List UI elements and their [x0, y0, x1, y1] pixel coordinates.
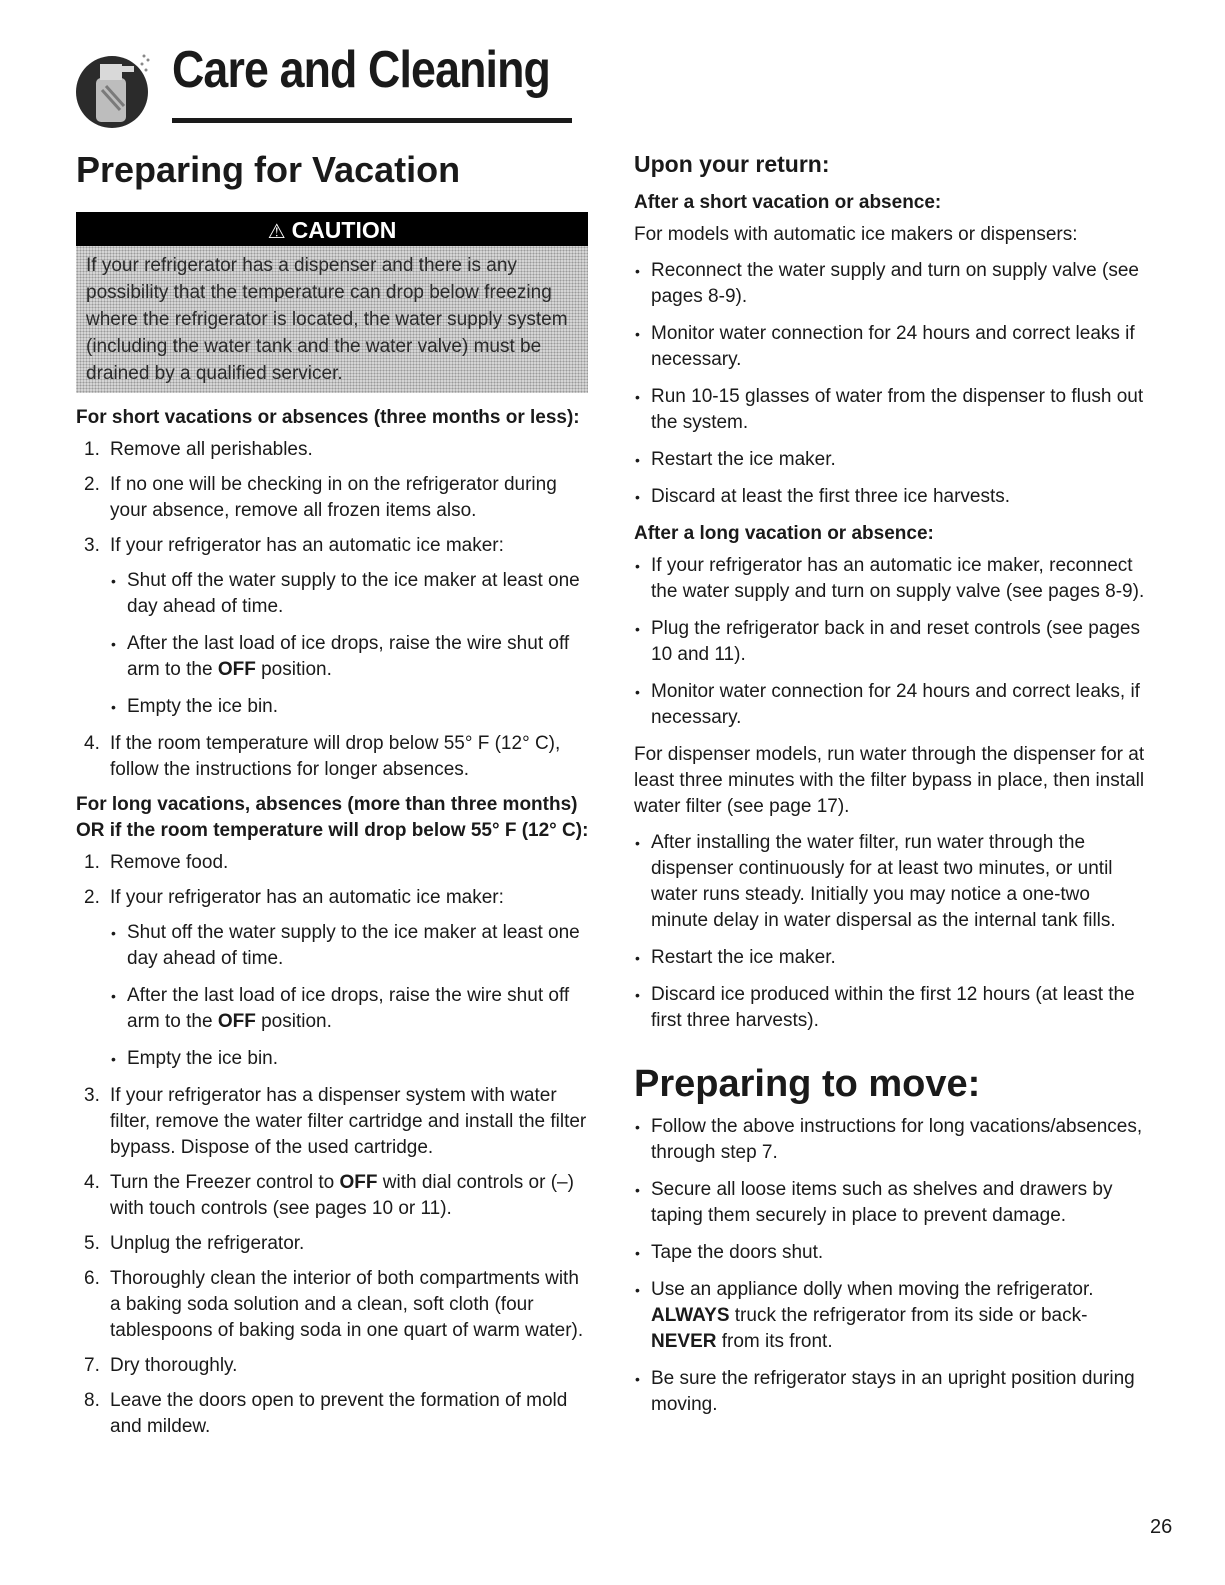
long-return-heading: After a long vacation or absence:: [634, 523, 934, 544]
list-item: • Plug the refrigerator back in and reset controls (see pages 10 and 11).: [634, 616, 1149, 668]
list-item: • Secure all loose items such as shelves and drawers by taping them securely in place to prevent damage.: [634, 1177, 1149, 1229]
list-item: • Follow the above instructions for long vacations/absences, through step 7.: [634, 1114, 1149, 1166]
list-item: • Discard ice produced within the first 12 hours (at least the first three harvests).: [634, 982, 1149, 1034]
list-item: • Shut off the water supply to the ice maker at least one day ahead of time.: [110, 920, 591, 972]
long-vacation-steps: [76, 850, 591, 1440]
caution-box: [76, 212, 588, 393]
list-item: 3. If your refrigerator has an automatic ice maker: • Shut off the water supply to the ice maker at least one day ahead of time. • After the last load of ice drops, raise the wire shut off arm to the OFF position. • Empty the ice bin.: [76, 533, 591, 720]
section-title: Care and Cleaning: [172, 41, 551, 99]
list-item: 2. If no one will be checking in on the refrigerator during your absence, remove all frozen items also.: [84, 474, 557, 521]
list-item: • After the last load of ice drops, raise the wire shut off arm to the OFF position.: [110, 983, 591, 1035]
page-header: [76, 42, 576, 132]
dispenser-paragraph: For dispenser models, run water through the dispenser for at least three minutes with the filter bypass in place, then install water filter (see page 17).: [634, 744, 1145, 817]
caution-header: [76, 212, 588, 246]
list-item: 2. If your refrigerator has an automatic ice maker: • Shut off the water supply to the ice maker at least one day ahead of time. • After the last load of ice drops, raise the wire shut off arm to the OFF position. • Empty the ice bin.: [76, 885, 591, 1072]
list-item: • Discard at least the first three ice harvests.: [634, 484, 1149, 510]
list-item: • After installing the water filter, run water through the dispenser continuously for at least two minutes, or until water runs steady. Initially you may notice a one-two minute delay in water dispersal as the internal tank fills.: [634, 830, 1149, 934]
list-item: • Use an appliance dolly when moving the refrigerator. ALWAYS truck the refrigerator from its side or back-NEVER from its front.: [634, 1277, 1149, 1355]
list-item: 4. If the room temperature will drop below 55° F (12° C), follow the instructions for longer absences.: [84, 733, 561, 780]
list-item: 5. Unplug the refrigerator.: [84, 1233, 305, 1254]
ice-maker-substeps: [110, 920, 591, 1072]
list-item: • Run 10-15 glasses of water from the dispenser to flush out the system.: [634, 384, 1149, 436]
short-return-list: [634, 258, 1149, 510]
caution-label: CAUTION: [291, 217, 397, 243]
list-item: • After the last load of ice drops, raise the wire shut off arm to the OFF position.: [110, 631, 591, 683]
list-item: 4. Turn the Freezer control to OFF with dial controls or (–) with touch controls (see pages 10 or 11).: [84, 1172, 574, 1219]
list-item: • Empty the ice bin.: [110, 694, 591, 720]
list-item: • Be sure the refrigerator stays in an upright position during moving.: [634, 1366, 1149, 1418]
spray-bottle-icon: [76, 50, 154, 130]
list-item: 8. Leave the doors open to prevent the formation of mold and mildew.: [84, 1390, 568, 1437]
warning-triangle-icon: ⚠: [267, 221, 286, 243]
list-item: 1. Remove all perishables.: [84, 439, 313, 460]
list-item: • If your refrigerator has an automatic ice maker, reconnect the water supply and turn on supply valve (see pages 8-9).: [634, 553, 1149, 605]
long-vacation-heading: For long vacations, absences (more than three months) OR if the room temperature will drop below 55° F (12° C):: [76, 794, 589, 841]
list-item: • Reconnect the water supply and turn on supply valve (see pages 8-9).: [634, 258, 1149, 310]
dispenser-list: [634, 830, 1149, 1034]
list-item: • Monitor water connection for 24 hours and correct leaks, if necessary.: [634, 679, 1149, 731]
list-item: • Empty the ice bin.: [110, 1046, 591, 1072]
title-underline: [172, 118, 572, 123]
move-list: [634, 1114, 1149, 1418]
list-item: 3. If your refrigerator has a dispenser system with water filter, remove the water filter cartridge and install the filter bypass. Dispose of the used cartridge.: [84, 1085, 587, 1158]
page-number: 26: [1150, 1516, 1173, 1538]
list-item: 7. Dry thoroughly.: [84, 1355, 238, 1376]
short-vacation-heading: For short vacations or absences (three months or less):: [76, 407, 580, 428]
list-item: • Restart the ice maker.: [634, 945, 1149, 971]
short-vacation-steps: [76, 437, 591, 783]
return-heading: Upon your return:: [634, 151, 830, 177]
right-column: [634, 150, 1149, 1429]
ice-maker-substeps: [110, 568, 591, 720]
list-item: • Shut off the water supply to the ice maker at least one day ahead of time.: [110, 568, 591, 620]
list-item: • Tape the doors shut.: [634, 1240, 1149, 1266]
list-item: • Monitor water connection for 24 hours and correct leaks if necessary.: [634, 321, 1149, 373]
left-column: [76, 150, 591, 1449]
short-return-heading: After a short vacation or absence:: [634, 192, 942, 213]
caution-text: If your refrigerator has a dispenser and there is any possibility that the temperature can drop below freezing where the refrigerator is located, the water supply system (including the water tank and the water valve) must be drained by a qualified servicer.: [76, 246, 588, 393]
vacation-heading: Preparing for Vacation: [76, 149, 461, 190]
list-item: 6. Thoroughly clean the interior of both compartments with a baking soda solution and a clean, soft cloth (four tablespoons of baking soda in one quart of warm water).: [84, 1268, 584, 1341]
long-return-list: [634, 553, 1149, 731]
list-item: 1. Remove food.: [84, 852, 229, 873]
move-heading: Preparing to move:: [634, 1063, 981, 1105]
short-return-intro: For models with automatic ice makers or dispensers:: [634, 224, 1078, 245]
list-item: • Restart the ice maker.: [634, 447, 1149, 473]
